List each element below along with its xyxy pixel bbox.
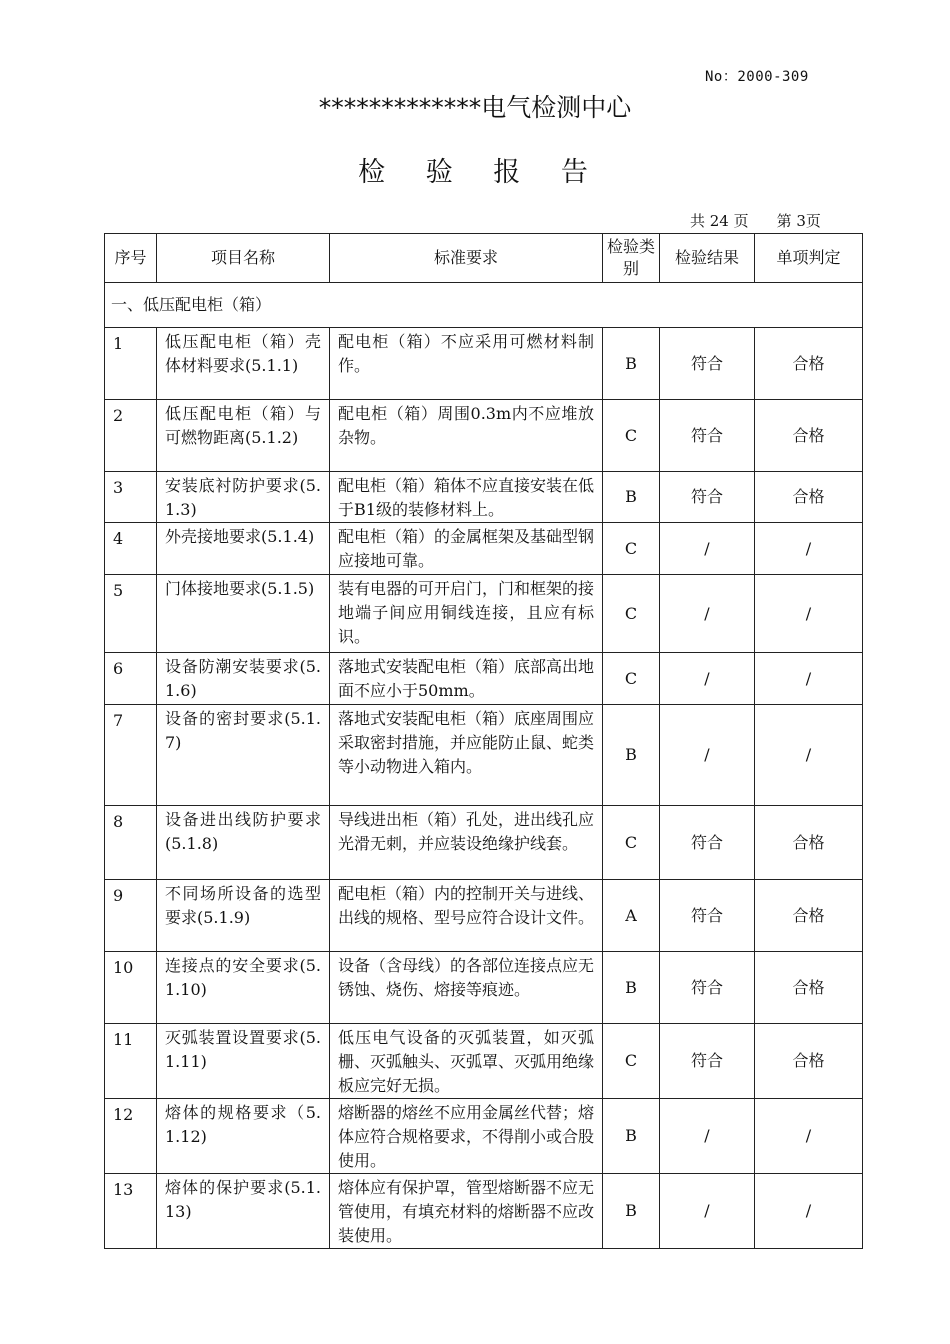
item-name: 低压配电柜（箱）与可燃物距离(5.1.2) <box>157 400 330 472</box>
judgement: 合格 <box>755 472 863 523</box>
result: 符合 <box>660 806 755 880</box>
row-number: 9 <box>105 880 157 952</box>
requirement: 熔断器的熔丝不应用金属丝代替；熔体应符合规格要求，不得削小或合股使用。 <box>330 1099 603 1174</box>
column-header-judgement: 单项判定 <box>755 234 863 283</box>
result: 符合 <box>660 1024 755 1099</box>
requirement: 配电柜（箱）内的控制开关与进线、出线的规格、型号应符合设计文件。 <box>330 880 603 952</box>
row-number: 1 <box>105 328 157 400</box>
item-name: 不同场所设备的选型要求(5.1.9) <box>157 880 330 952</box>
requirement: 配电柜（箱）箱体不应直接安装在低于B1级的装修材料上。 <box>330 472 603 523</box>
judgement: / <box>755 1099 863 1174</box>
category: B <box>603 328 660 400</box>
column-header-item-name: 项目名称 <box>157 234 330 283</box>
result: 符合 <box>660 952 755 1024</box>
table-row <box>105 1174 863 1249</box>
requirement: 配电柜（箱）不应采用可燃材料制作。 <box>330 328 603 400</box>
result: / <box>660 523 755 575</box>
item-name: 安装底衬防护要求(5.1.3) <box>157 472 330 523</box>
result: / <box>660 1174 755 1249</box>
item-name: 门体接地要求(5.1.5) <box>157 575 330 653</box>
row-number: 12 <box>105 1099 157 1174</box>
item-name: 外壳接地要求(5.1.4) <box>157 523 330 575</box>
result: / <box>660 705 755 806</box>
current-page: 第 3页 <box>776 212 821 230</box>
judgement: / <box>755 1174 863 1249</box>
table-row <box>105 806 863 880</box>
judgement: 合格 <box>755 328 863 400</box>
item-name: 设备进出线防护要求(5.1.8) <box>157 806 330 880</box>
table-row <box>105 1099 863 1174</box>
table-row <box>105 1024 863 1099</box>
result: 符合 <box>660 880 755 952</box>
row-number: 10 <box>105 952 157 1024</box>
requirement: 设备（含母线）的各部位连接点应无锈蚀、烧伤、熔接等痕迹。 <box>330 952 603 1024</box>
category: B <box>603 472 660 523</box>
row-number: 11 <box>105 1024 157 1099</box>
requirement: 配电柜（箱）周围0.3m内不应堆放杂物。 <box>330 400 603 472</box>
requirement: 低压电气设备的灭弧装置，如灭弧栅、灭弧触头、灭弧罩、灭弧用绝缘板应完好无损。 <box>330 1024 603 1099</box>
requirement: 熔体应有保护罩，管型熔断器不应无管使用，有填充材料的熔断器不应改装使用。 <box>330 1174 603 1249</box>
table-row <box>105 575 863 653</box>
item-name: 低压配电柜（箱）壳体材料要求(5.1.1) <box>157 328 330 400</box>
row-number: 5 <box>105 575 157 653</box>
row-number: 6 <box>105 653 157 705</box>
column-header-requirement: 标准要求 <box>330 234 603 283</box>
category: A <box>603 880 660 952</box>
item-name: 设备的密封要求(5.1.7) <box>157 705 330 806</box>
column-header-category: 检验类别 <box>603 234 660 283</box>
judgement: / <box>755 523 863 575</box>
row-number: 7 <box>105 705 157 806</box>
document-title: 检 验 报 告 <box>358 157 604 188</box>
table-row <box>105 328 863 400</box>
result: 符合 <box>660 472 755 523</box>
category: C <box>603 806 660 880</box>
table-row <box>105 880 863 952</box>
judgement: 合格 <box>755 806 863 880</box>
column-header-result: 检验结果 <box>660 234 755 283</box>
row-number: 2 <box>105 400 157 472</box>
judgement: 合格 <box>755 400 863 472</box>
result: / <box>660 653 755 705</box>
item-name: 连接点的安全要求(5.1.10) <box>157 952 330 1024</box>
item-name: 熔体的规格要求（5.1.12) <box>157 1099 330 1174</box>
table-row <box>105 523 863 575</box>
table-row <box>105 952 863 1024</box>
section-title: 一、低压配电柜（箱） <box>105 283 863 328</box>
judgement: 合格 <box>755 880 863 952</box>
table-row <box>105 472 863 523</box>
category: C <box>603 575 660 653</box>
row-number: 4 <box>105 523 157 575</box>
category: B <box>603 1174 660 1249</box>
table-row <box>105 400 863 472</box>
requirement: 装有电器的可开启门，门和框架的接地端子间应用铜线连接，且应有标识。 <box>330 575 603 653</box>
total-pages: 共 24 页 <box>690 212 749 230</box>
item-name: 设备防潮安装要求(5.1.6) <box>157 653 330 705</box>
result: / <box>660 1099 755 1174</box>
table-row <box>105 705 863 806</box>
item-name: 熔体的保护要求(5.1.13) <box>157 1174 330 1249</box>
row-number: 3 <box>105 472 157 523</box>
item-name: 灭弧装置设置要求(5.1.11) <box>157 1024 330 1099</box>
requirement: 导线进出柜（箱）孔处，进出线孔应光滑无刺，并应装设绝缘护线套。 <box>330 806 603 880</box>
result: 符合 <box>660 400 755 472</box>
category: C <box>603 1024 660 1099</box>
table-row <box>105 653 863 705</box>
section-row <box>105 283 863 328</box>
category: B <box>603 1099 660 1174</box>
judgement: / <box>755 575 863 653</box>
row-number: 8 <box>105 806 157 880</box>
category: C <box>603 400 660 472</box>
result: / <box>660 575 755 653</box>
result: 符合 <box>660 328 755 400</box>
report-number: No：2000-309 <box>705 69 809 85</box>
category: B <box>603 952 660 1024</box>
organization-title: *************电气检测中心 <box>318 93 632 122</box>
judgement: 合格 <box>755 952 863 1024</box>
inspection-table <box>104 233 863 1249</box>
requirement: 配电柜（箱）的金属框架及基础型钢应接地可靠。 <box>330 523 603 575</box>
judgement: / <box>755 705 863 806</box>
category: C <box>603 653 660 705</box>
table-header-row <box>105 234 863 283</box>
judgement: 合格 <box>755 1024 863 1099</box>
judgement: / <box>755 653 863 705</box>
requirement: 落地式安装配电柜（箱）底部高出地面不应小于50mm。 <box>330 653 603 705</box>
column-header-no: 序号 <box>105 234 157 283</box>
category: B <box>603 705 660 806</box>
row-number: 13 <box>105 1174 157 1249</box>
page-info <box>690 210 821 231</box>
requirement: 落地式安装配电柜（箱）底座周围应采取密封措施，并应能防止鼠、蛇类等小动物进入箱内。 <box>330 705 603 806</box>
category: C <box>603 523 660 575</box>
